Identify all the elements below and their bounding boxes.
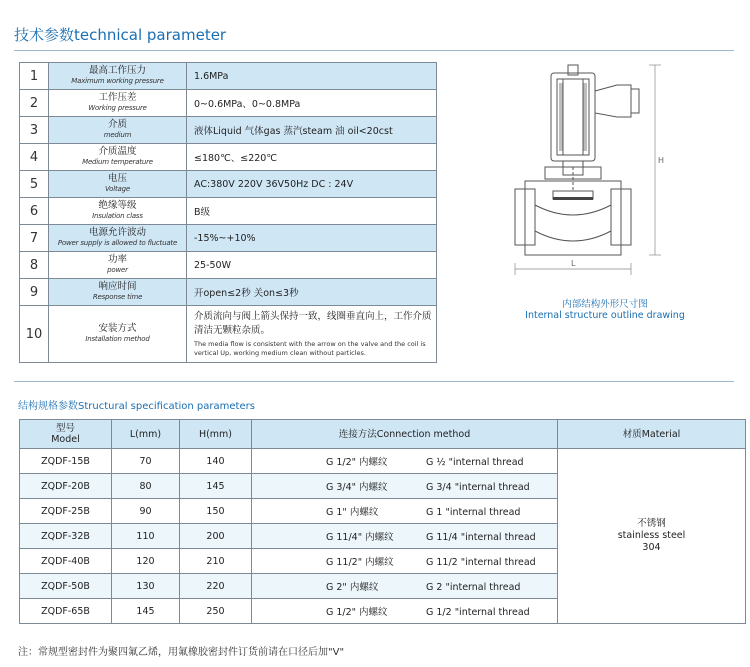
drawing-caption-en: Internal structure outline drawing — [525, 310, 685, 321]
cell-connection — [252, 499, 558, 524]
cell-model: ZQDF-20B — [20, 474, 112, 499]
connection-en: G 3/4 "internal thread — [426, 482, 530, 493]
connector-box — [595, 85, 631, 117]
param-name — [49, 306, 187, 363]
connection-en: G 11/4 "internal thread — [426, 532, 536, 543]
param-number: 10 — [20, 306, 49, 363]
param-name-en: Working pressure — [88, 104, 147, 112]
connection-cn: G 2" 内螺纹 — [326, 582, 379, 593]
connection-cn: G 11/2" 内螺纹 — [326, 557, 394, 568]
section-title: 结构规格参数Structural specification parameters — [18, 401, 255, 412]
param-number: 8 — [20, 252, 49, 279]
param-name — [49, 225, 187, 252]
param-name-cn: 功率 — [107, 254, 127, 265]
cell-h: 210 — [180, 549, 252, 574]
param-name-cn: 安装方式 — [98, 323, 137, 334]
cell-connection — [252, 599, 558, 624]
cell-l: 70 — [112, 449, 180, 474]
param-value: -15%~+10% — [187, 225, 437, 252]
seal-ring — [553, 197, 593, 200]
connection-en: G 1 "internal thread — [426, 507, 521, 518]
material-en: stainless steel — [617, 530, 686, 541]
footnote: 注：常规型密封件为聚四氟乙烯，用氟橡胶密封件订货前请在口径后加"V" — [18, 647, 345, 658]
param-value: 25-50W — [187, 252, 437, 279]
connection-en: G 1/2 "internal thread — [426, 607, 530, 618]
cell-l: 120 — [112, 549, 180, 574]
valve-body — [525, 181, 621, 255]
param-name — [49, 63, 187, 90]
param-number: 6 — [20, 198, 49, 225]
param-name-en: power — [107, 266, 128, 274]
table-row — [20, 449, 746, 474]
param-name-cn: 电源允许波动 — [88, 227, 146, 238]
cell-connection — [252, 449, 558, 474]
param-name — [49, 198, 187, 225]
table-header-row — [20, 420, 746, 449]
param-name-en: Response time — [92, 293, 143, 301]
param-value — [187, 306, 437, 363]
param-name-cn: 电压 — [107, 173, 127, 184]
flow-passage — [535, 205, 611, 215]
param-row — [20, 252, 437, 279]
coil-housing — [551, 73, 595, 161]
cell-model: ZQDF-15B — [20, 449, 112, 474]
header-model — [20, 420, 112, 449]
structural-spec-table — [19, 419, 746, 624]
cell-connection — [252, 549, 558, 574]
param-name — [49, 171, 187, 198]
param-name-cn: 响应时间 — [98, 281, 137, 292]
cell-model: ZQDF-65B — [20, 599, 112, 624]
param-name-cn: 介质温度 — [98, 146, 137, 157]
param-value: 液体Liquid 气体gas 蒸汽steam 油 oil<20cst — [187, 117, 437, 144]
dimension-h-label: H — [658, 156, 665, 165]
cell-h: 145 — [180, 474, 252, 499]
connector-plug — [631, 89, 639, 113]
cell-l: 130 — [112, 574, 180, 599]
param-row — [20, 117, 437, 144]
section-divider — [14, 381, 734, 382]
param-name-en: Insulation class — [92, 212, 143, 220]
param-value: 开open≤2秒 关on≤3秒 — [187, 279, 437, 306]
param-name — [49, 144, 187, 171]
cell-model: ZQDF-25B — [20, 499, 112, 524]
header-h: H(mm) — [180, 420, 252, 449]
coil-winding — [559, 83, 563, 151]
param-row — [20, 90, 437, 117]
param-name-cn: 最高工作压力 — [88, 65, 146, 76]
param-number: 2 — [20, 90, 49, 117]
connection-en: G 2 "internal thread — [426, 582, 521, 593]
param-number: 9 — [20, 279, 49, 306]
param-row — [20, 63, 437, 90]
param-name-en: Power supply is allowed to fluctuate — [57, 239, 178, 247]
param-name — [49, 252, 187, 279]
param-number: 4 — [20, 144, 49, 171]
cell-h: 200 — [180, 524, 252, 549]
param-name-en: Installation method — [85, 335, 150, 343]
material-cn: 不锈钢 — [637, 518, 666, 529]
param-name-en: Voltage — [105, 185, 130, 193]
param-name-en: medium — [103, 131, 132, 139]
param-name — [49, 279, 187, 306]
param-name — [49, 90, 187, 117]
connection-cn: G 1/2" 内螺纹 — [326, 607, 388, 618]
cell-h: 220 — [180, 574, 252, 599]
drawing-caption-cn: 内部结构外形尺寸图 — [562, 299, 648, 310]
coil-winding — [583, 83, 587, 151]
header-model-en: Model — [51, 434, 80, 445]
connection-cn: G 3/4" 内螺纹 — [326, 482, 388, 493]
cell-l: 145 — [112, 599, 180, 624]
cell-connection — [252, 524, 558, 549]
param-value: B级 — [187, 198, 437, 225]
dimension-l-label: L — [571, 259, 576, 268]
cell-model: ZQDF-50B — [20, 574, 112, 599]
valve-drawing — [505, 55, 705, 285]
param-value: 1.6MPa — [187, 63, 437, 90]
material-grade: 304 — [642, 542, 661, 553]
param-value: 0~0.6MPa、0~0.8MPa — [187, 90, 437, 117]
param-number: 7 — [20, 225, 49, 252]
connection-en: G ½ "internal thread — [426, 457, 524, 468]
cell-h: 150 — [180, 499, 252, 524]
cell-connection — [252, 474, 558, 499]
cell-l: 110 — [112, 524, 180, 549]
cell-l: 80 — [112, 474, 180, 499]
header-model-cn: 型号 — [55, 423, 75, 434]
cell-h: 250 — [180, 599, 252, 624]
param-name — [49, 117, 187, 144]
title-divider — [14, 50, 734, 51]
param-row — [20, 198, 437, 225]
param-row — [20, 306, 437, 363]
header-material: 材质Material — [558, 420, 746, 449]
cell-model: ZQDF-32B — [20, 524, 112, 549]
page-title: 技术参数technical parameter — [14, 26, 227, 44]
param-number: 1 — [20, 63, 49, 90]
connection-cn: G 1/2" 内螺纹 — [326, 457, 388, 468]
param-name-cn: 绝缘等级 — [98, 200, 137, 211]
header-connection: 连接方法Connection method — [252, 420, 558, 449]
cell-material — [558, 449, 746, 624]
install-note-cn: 介质流向与阀上箭头保持一致，线圈垂直向上，工作介质清洁无颗粒杂质。 — [194, 311, 432, 336]
param-row — [20, 144, 437, 171]
technical-parameter-table — [19, 62, 437, 363]
param-name-cn: 介质 — [107, 119, 127, 130]
param-name-en: Medium temperature — [82, 158, 153, 166]
connection-en: G 11/2 "internal thread — [426, 557, 536, 568]
connection-cn: G 11/4" 内螺纹 — [326, 532, 394, 543]
param-name-cn: 工作压差 — [98, 92, 137, 103]
param-name-en: Maximum working pressure — [71, 77, 164, 85]
param-value: AC:380V 220V 36V50Hz DC : 24V — [187, 171, 437, 198]
param-row — [20, 171, 437, 198]
install-note-en: The media flow is consistent with the arrow on the valve and the coil is vertical Up, working medium clean without particles. — [194, 340, 426, 357]
connection-cn: G 1" 内螺纹 — [326, 507, 379, 518]
param-number: 3 — [20, 117, 49, 144]
flow-passage — [535, 231, 611, 241]
param-number: 5 — [20, 171, 49, 198]
param-row — [20, 225, 437, 252]
cell-h: 140 — [180, 449, 252, 474]
param-value: ≤180℃、≤220℃ — [187, 144, 437, 171]
cell-l: 90 — [112, 499, 180, 524]
cell-connection — [252, 574, 558, 599]
cell-model: ZQDF-40B — [20, 549, 112, 574]
header-l: L(mm) — [112, 420, 180, 449]
param-row — [20, 279, 437, 306]
